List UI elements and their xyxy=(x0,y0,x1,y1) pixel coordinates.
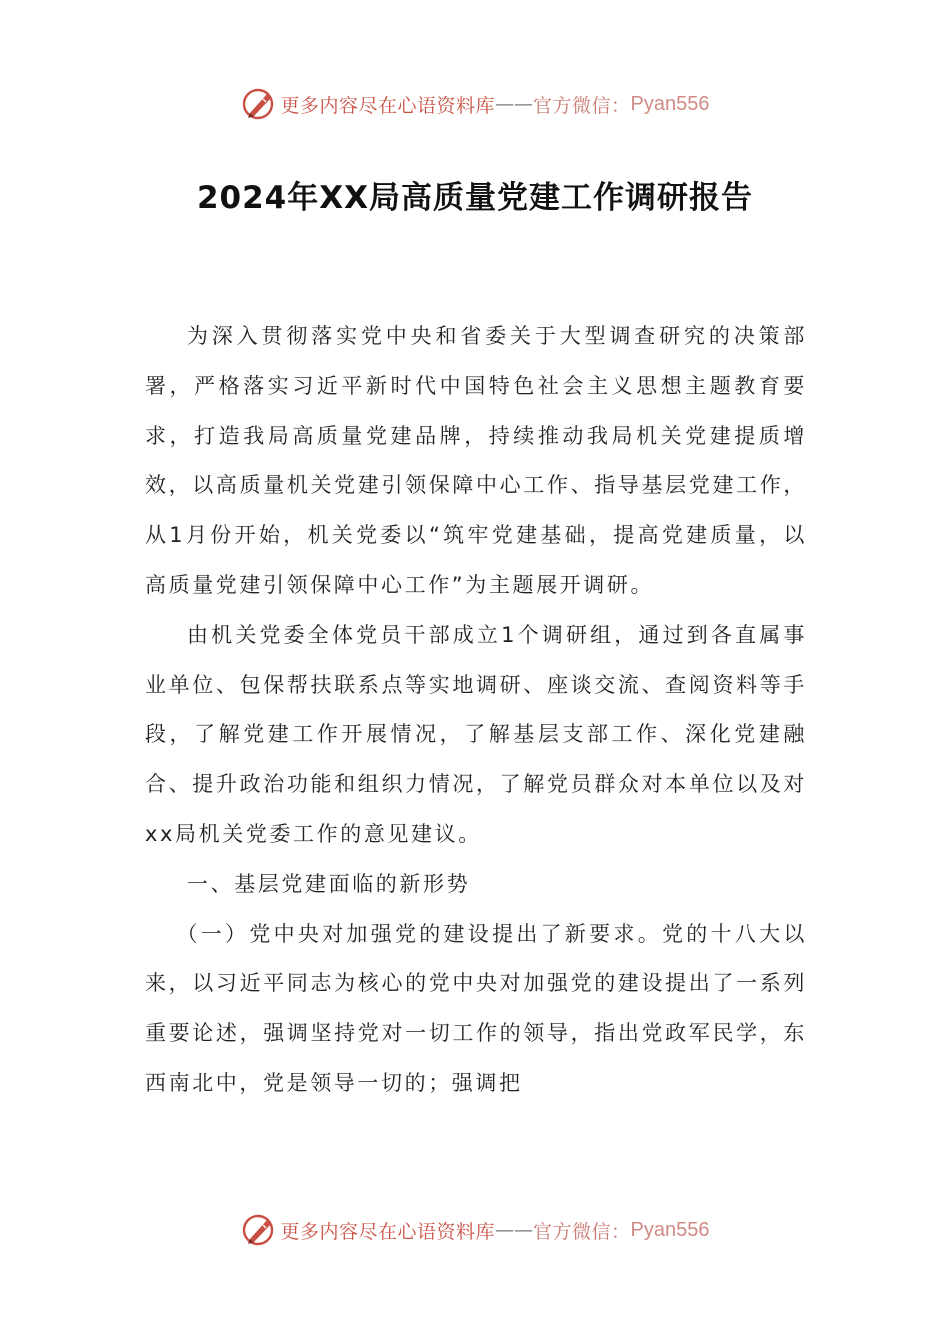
watermark-label: 官方微信： xyxy=(533,1220,631,1243)
paragraph-subsection: （一）党中央对加强党的建设提出了新要求。党的十八大以来，以习近平同志为核心的党中央对加强党的建设提出了一系列重要论述，强调坚持党对一切工作的领导，指出党政军民学，东西南北中，党是领导一切的；强调把 xyxy=(145,921,807,1095)
watermark-text: 更多内容尽在心语资料库 xyxy=(280,94,496,117)
watermark-id: Pyan556 xyxy=(630,1218,710,1241)
watermark-footer xyxy=(0,1210,950,1250)
paragraph-intro: 为深入贯彻落实党中央和省委关于大型调查研究的决策部署，严格落实习近平新时代中国特色社会主义思想主题教育要求，打造我局高质量党建品牌，持续推动我局机关党建提质增效，以高质量机关党建引领保障中心工作、指导基层党建工作，从1月份开始，机关党委以“筑牢党建基础，提高党建质量，以高质量党建引领保障中心工作”为主题展开调研。 xyxy=(145,324,807,597)
paragraph-method: 由机关党委全体党员干部成立1个调研组，通过到各直属事业单位、包保帮扶联系点等实地调研、座谈交流、查阅资料等手段，了解党建工作开展情况，了解基层支部工作、深化党建融合、提升政治功能和组织力情况，了解党员群众对本单位以及对xx局机关党委工作的意见建议。 xyxy=(145,622,807,846)
document-title: 2024年XX局高质量党建工作调研报告 xyxy=(196,180,754,216)
pen-logo-icon xyxy=(241,1212,277,1248)
document-body xyxy=(145,312,807,1109)
watermark-label: 官方微信： xyxy=(533,94,631,117)
watermark-separator: —— xyxy=(495,93,534,115)
section-heading: 一、基层党建面临的新形势 xyxy=(187,871,471,896)
watermark-separator: —— xyxy=(495,1219,534,1241)
watermark-id: Pyan556 xyxy=(630,92,710,115)
watermark-header xyxy=(0,84,950,124)
pen-logo-icon xyxy=(241,86,277,122)
watermark-text: 更多内容尽在心语资料库 xyxy=(280,1220,496,1243)
